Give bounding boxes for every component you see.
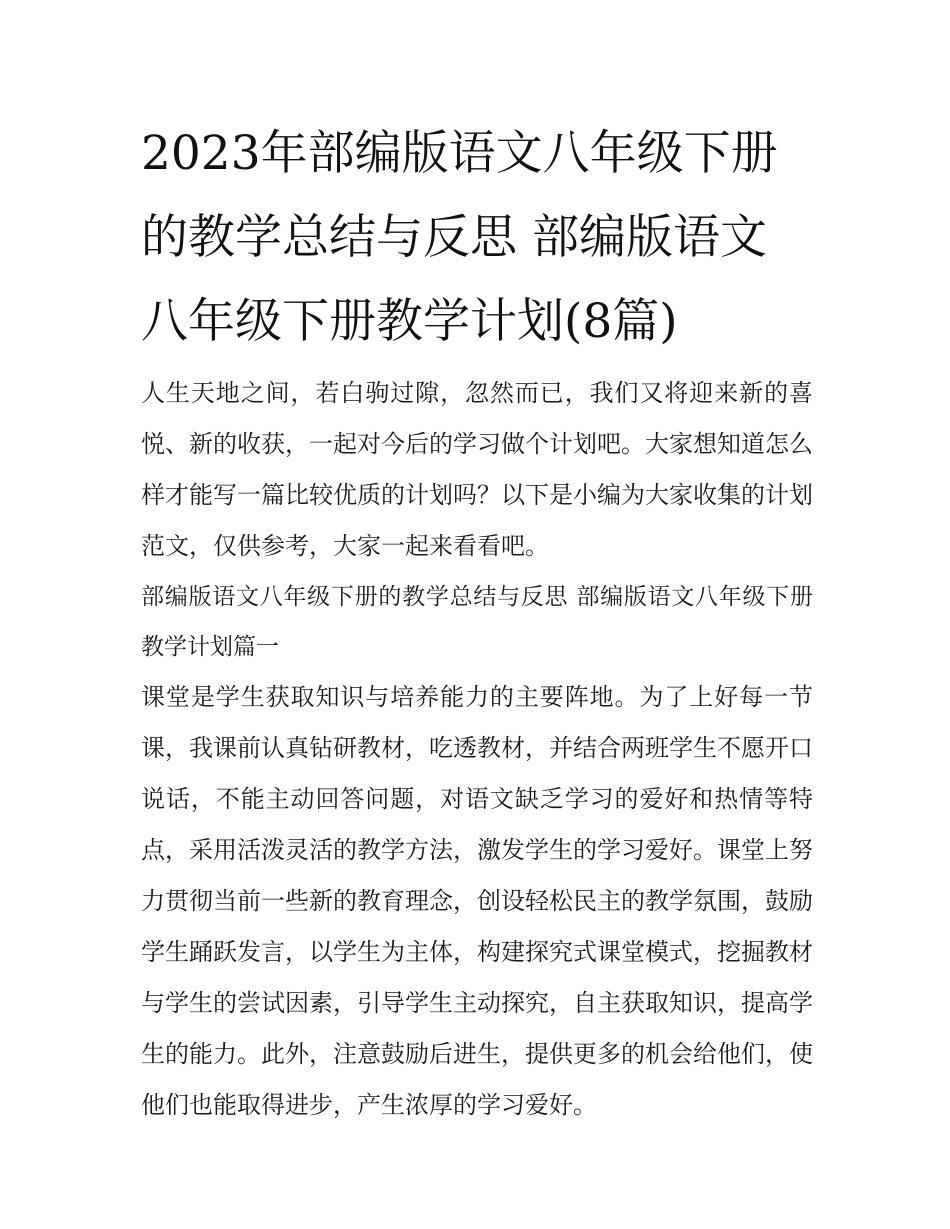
section-heading: 部编版语文八年级下册的教学总结与反思 部编版语文八年级下册教学计划篇一 [141, 584, 813, 660]
document-page [141, 112, 813, 1131]
intro-paragraph: 人生天地之间，若白驹过隙，忽然而已，我们又将迎来新的喜悦、新的收获，一起对今后的学习做个计划吧。大家想知道怎么样才能写一篇比较优质的计划吗？以下是小编为大家收集的计划范文，仅供参考，大家一起来看看吧。 [141, 379, 813, 560]
body-paragraph: 课堂是学生获取知识与培养能力的主要阵地。为了上好每一节课，我课前认真钻研教材，吃透教材，并结合两班学生不愿开口说话，不能主动回答问题，对语文缺乏学习的爱好和热情等特点，采用活泼灵活的教学方法，激发学生的学习爱好。课堂上努力贯彻当前一些新的教育理念，创设轻松民主的教学氛围，鼓励学生踊跃发言，以学生为主体，构建探究式课堂模式，挖掘教材与学生的尝试因素，引导学生主动探究，自主获取知识，提高学生的能力。此外，注意鼓励后进生，提供更多的机会给他们，使他们也能取得进步，产生浓厚的学习爱好。 [141, 683, 813, 1119]
document-title: 2023年部编版语文八年级下册的教学总结与反思 部编版语文八年级下册教学计划(8篇) [141, 126, 778, 349]
